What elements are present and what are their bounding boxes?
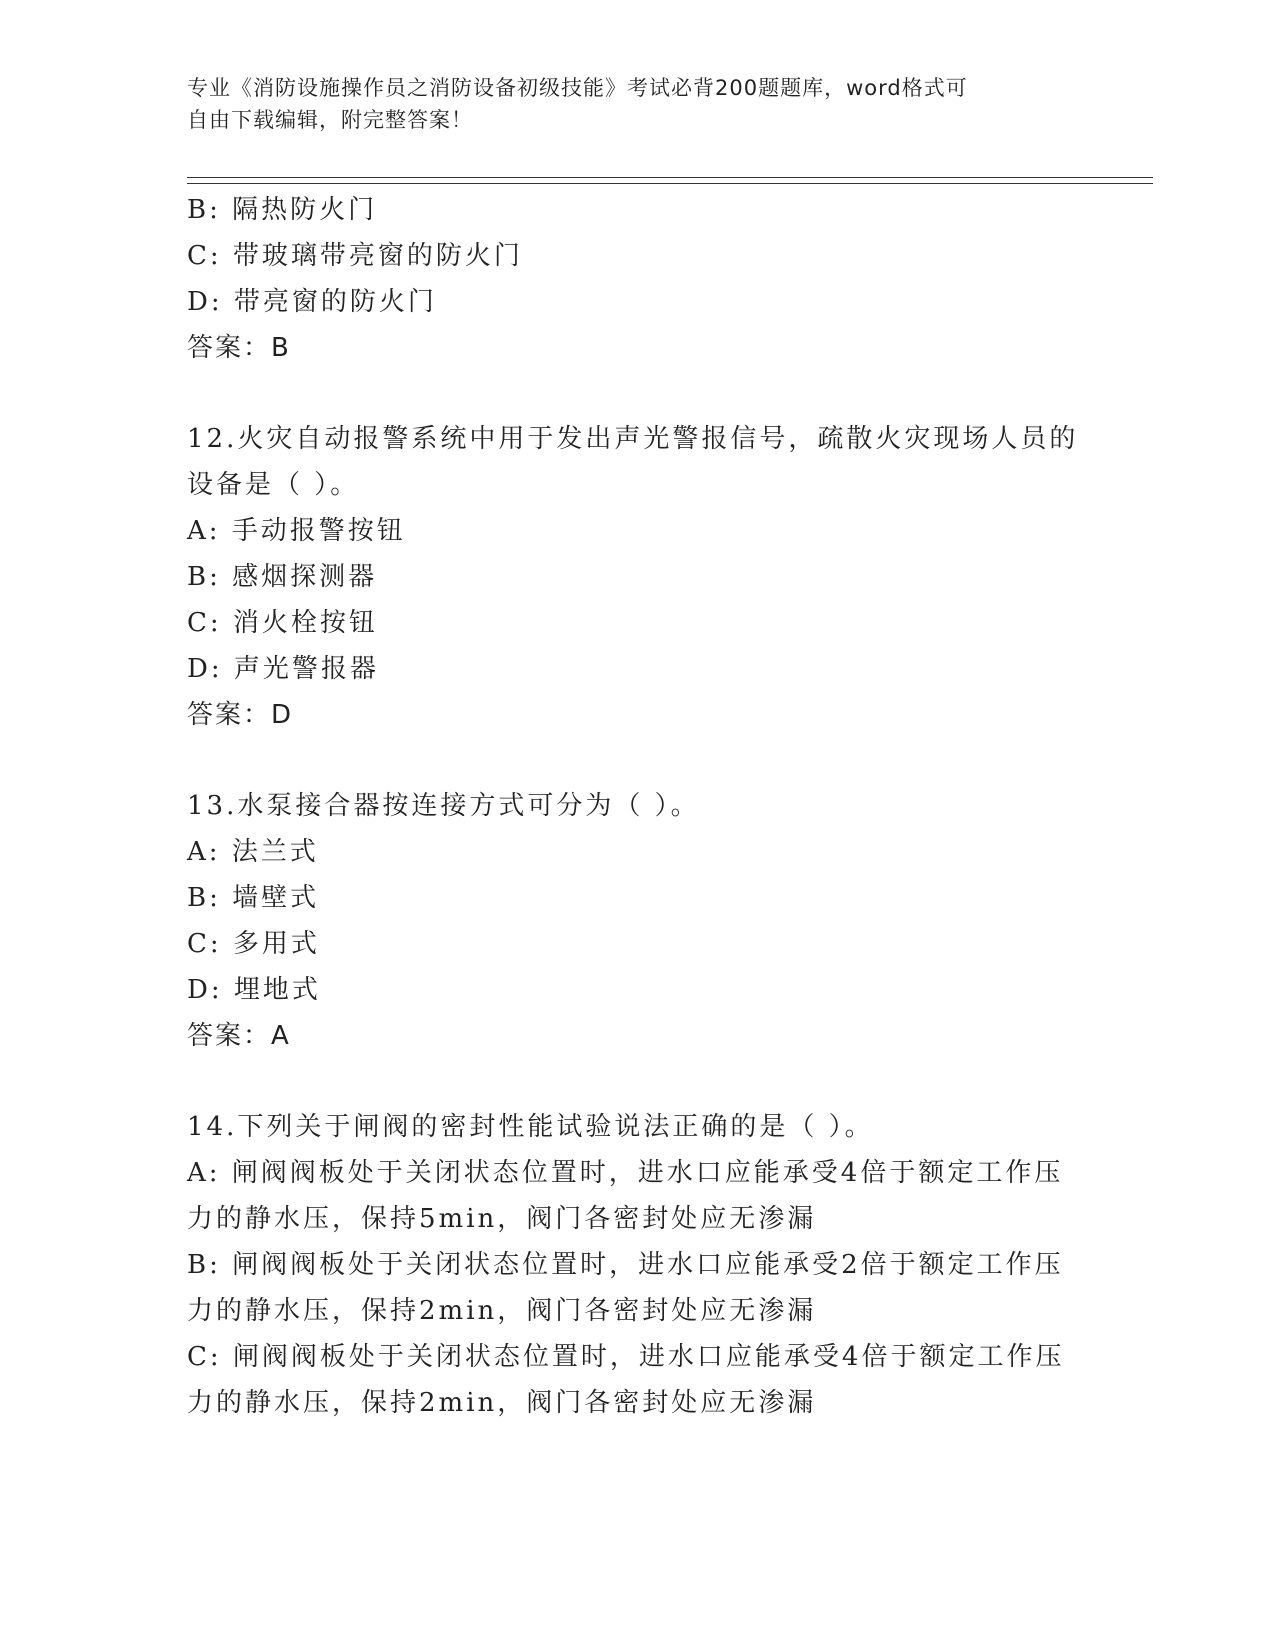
option-d: D: 带亮窗的防火门 — [187, 287, 437, 317]
answer: 答案：B — [187, 333, 291, 363]
document-body — [187, 187, 1087, 1426]
option-d: D: 埋地式 — [187, 975, 321, 1005]
option-a-continued: 力的静水压，保持5min，阀门各密封处应无渗漏 — [187, 1204, 817, 1234]
question-11-partial — [187, 187, 1087, 371]
option-b: B: 闸阀阀板处于关闭状态位置时，进水口应能承受2倍于额定工作压 — [187, 1250, 1064, 1280]
question-stem-continued: 设备是（ ）。 — [187, 470, 360, 500]
question-stem: 12.火灾自动报警系统中用于发出声光警报信号，疏散火灾现场人员的 — [187, 424, 1079, 454]
spacer — [187, 738, 1087, 783]
header-title-line-1: 专业《消防设施操作员之消防设备初级技能》考试必背200题题库，word格式可 — [187, 76, 968, 100]
option-c: C: 带玻璃带亮窗的防火门 — [187, 241, 523, 271]
answer: 答案：D — [187, 700, 294, 730]
option-a: A: 法兰式 — [187, 837, 319, 867]
question-13 — [187, 783, 1087, 1059]
spacer — [187, 1059, 1087, 1104]
option-b: B: 隔热防火门 — [187, 195, 378, 225]
header-divider-bottom — [187, 183, 1153, 184]
option-c: C: 消火栓按钮 — [187, 608, 378, 638]
document-header — [187, 72, 1067, 136]
header-title-line-2: 自由下载编辑，附完整答案！ — [187, 108, 473, 132]
option-c: C: 闸阀阀板处于关闭状态位置时，进水口应能承受4倍于额定工作压 — [187, 1342, 1065, 1372]
header-divider-top — [187, 177, 1153, 178]
option-d: D: 声光警报器 — [187, 654, 379, 684]
question-stem: 14.下列关于闸阀的密封性能试验说法正确的是（ ）。 — [187, 1112, 874, 1142]
option-a: A: 手动报警按钮 — [187, 516, 406, 546]
option-c: C: 多用式 — [187, 929, 320, 959]
answer: 答案：A — [187, 1021, 291, 1051]
question-14 — [187, 1104, 1087, 1426]
spacer — [187, 371, 1087, 416]
question-12 — [187, 416, 1087, 738]
option-b: B: 墙壁式 — [187, 883, 320, 913]
option-b: B: 感烟探测器 — [187, 562, 378, 592]
option-a: A: 闸阀阀板处于关闭状态位置时，进水口应能承受4倍于额定工作压 — [187, 1158, 1064, 1188]
option-b-continued: 力的静水压，保持2min，阀门各密封处应无渗漏 — [187, 1296, 817, 1326]
option-c-continued: 力的静水压，保持2min，阀门各密封处应无渗漏 — [187, 1388, 817, 1418]
question-stem: 13.水泵接合器按连接方式可分为（ ）。 — [187, 791, 700, 821]
